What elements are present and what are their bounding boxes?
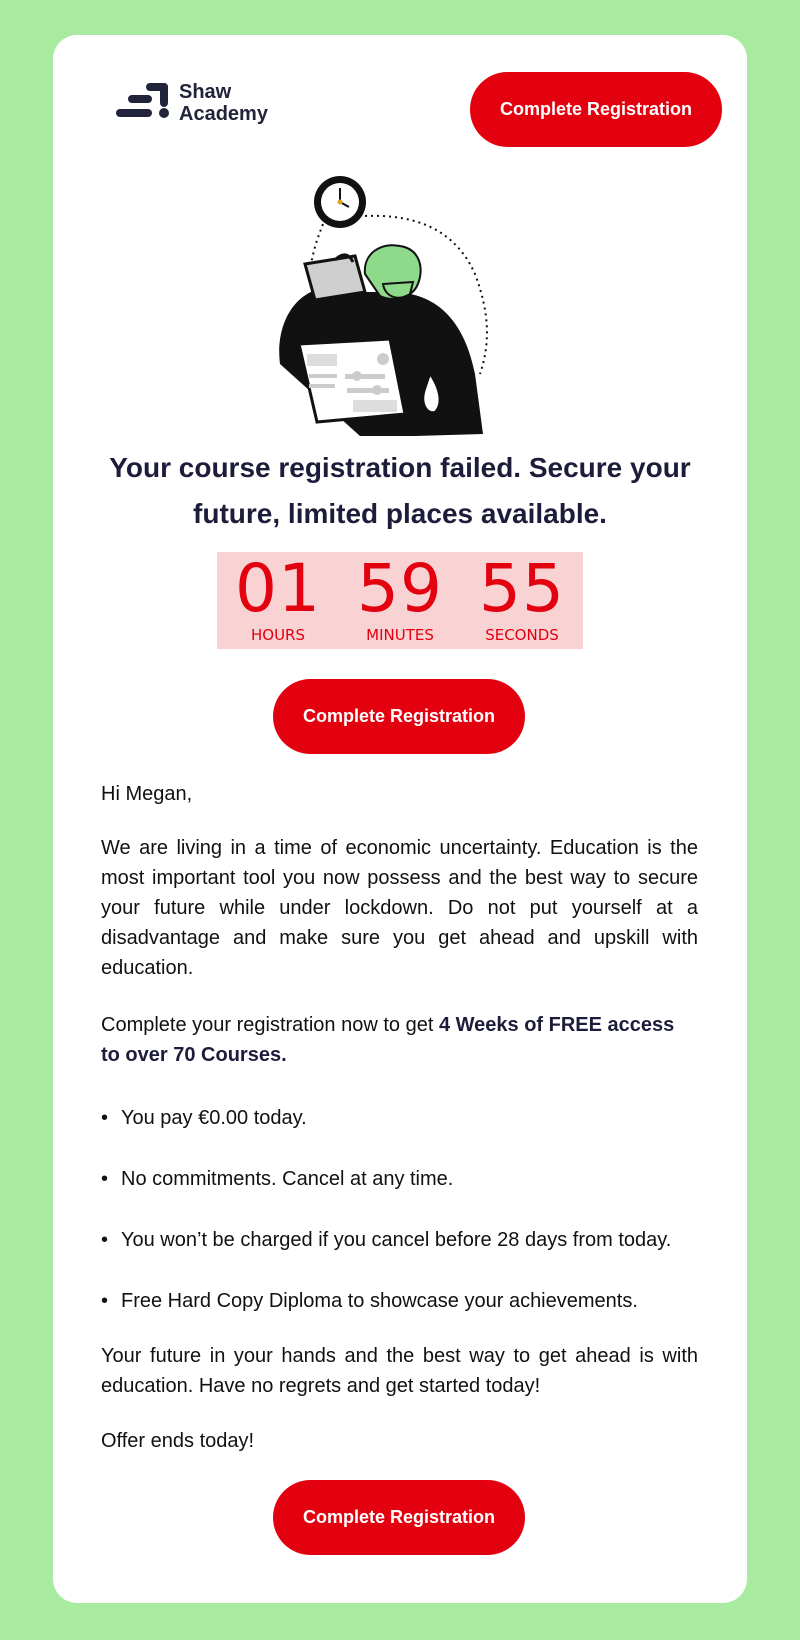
logo-line-2: Academy (179, 103, 268, 125)
logo-wordmark (179, 81, 268, 125)
logo-line-1: Shaw (179, 81, 232, 103)
list-item (101, 1225, 701, 1255)
greeting: Hi Megan, (101, 783, 193, 805)
offer-lead-text: Complete your registration now to get (101, 1014, 439, 1036)
bullet-glyph: • (101, 1229, 109, 1251)
page-title: Your course registration failed. Secure your future, limited places available. (109, 452, 691, 529)
shaw-academy-logo-icon (116, 81, 172, 121)
complete-registration-button-top[interactable]: Complete Registration (470, 72, 722, 147)
laptop-icon (299, 339, 405, 422)
countdown-timer (217, 552, 583, 649)
offer-ends-text: Offer ends today! (101, 1430, 255, 1452)
complete-registration-button-bottom[interactable]: Complete Registration (273, 1480, 525, 1555)
hero-illustration (265, 174, 505, 446)
bullet-glyph: • (101, 1290, 109, 1312)
offer-paragraph (101, 1010, 698, 1070)
countdown-minutes (345, 552, 455, 644)
countdown-hours-value: 01 (235, 550, 321, 627)
bullet-glyph: • (101, 1107, 109, 1129)
countdown-hours (223, 552, 333, 644)
complete-registration-button-middle[interactable]: Complete Registration (273, 679, 525, 754)
offer-highlight: 4 Weeks of FREE access to over 70 Courses. (101, 1014, 675, 1066)
list-item-text: You won’t be charged if you cancel before 28 days from today. (121, 1229, 672, 1251)
list-item-text: You pay €0.00 today. (121, 1107, 307, 1129)
list-item (101, 1164, 701, 1194)
bullet-glyph: • (101, 1168, 109, 1190)
countdown-hours-label: HOURS (250, 626, 305, 644)
closing-paragraph: Your future in your hands and the best way to get ahead is with education. Have no regrets and get started today! (101, 1345, 698, 1397)
list-item (101, 1286, 701, 1316)
intro-paragraph: We are living in a time of economic uncertainty. Education is the most important tool you now possess and the best way to secure your future while under lockdown. Do not put yourself at a disadvantage and make sure you get ahead and upskill with education. (101, 837, 698, 979)
countdown-minutes-label: MINUTES (366, 626, 434, 644)
countdown-seconds (467, 552, 577, 644)
countdown-minutes-value: 59 (357, 550, 443, 627)
clock-icon (314, 176, 366, 228)
list-item-text: Free Hard Copy Diploma to showcase your achievements. (121, 1290, 638, 1312)
email-card (53, 35, 747, 1603)
list-item-text: No commitments. Cancel at any time. (121, 1168, 454, 1190)
countdown-seconds-label: SECONDS (485, 626, 559, 644)
countdown-seconds-value: 55 (479, 550, 565, 627)
list-item (101, 1103, 701, 1133)
